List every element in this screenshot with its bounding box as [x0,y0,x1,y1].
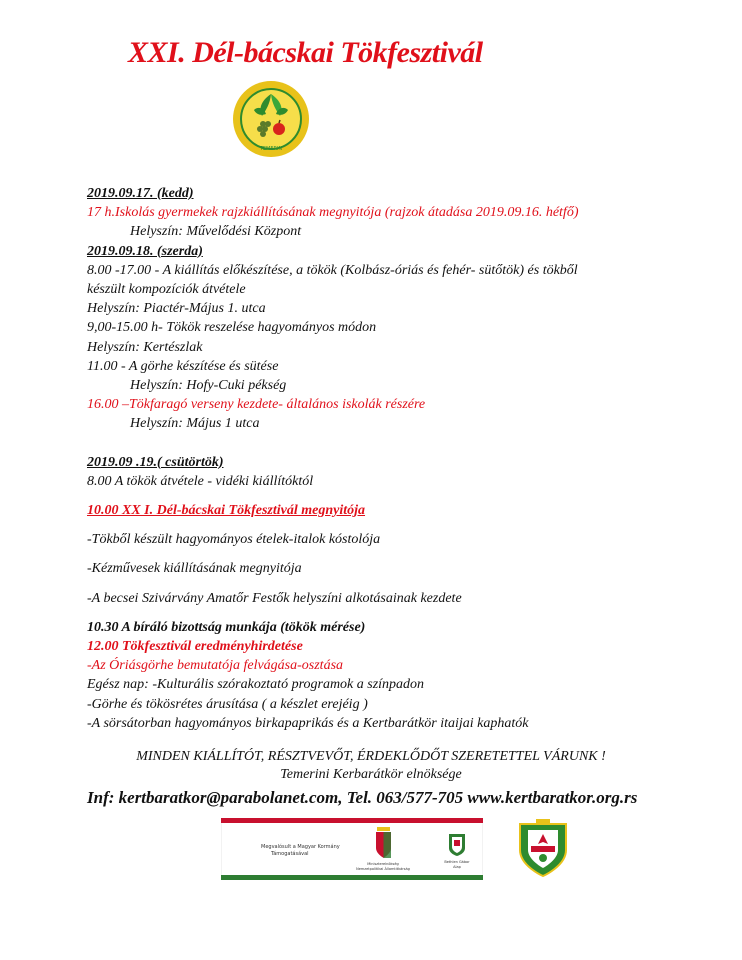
day3-event-crafts: -Kézművesek kiállításának megnyitója [87,561,302,577]
day1-date: 2019.09.17. (kedd) [87,186,194,201]
day2-event-gorhe: 11.00 - A görhe készítése és sütése [87,358,279,374]
contact-info: Inf: kertbaratkor@parabolanet.com, Tel. 063/577-705 www.kertbaratkor.org.rs [87,788,638,807]
day3-event-painters: -A becsei Szivárvány Amatőr Festők helyszíni alkotásainak kezdete [87,590,462,606]
day2-venue-bakery: Helyszín: Hofy-Cuki pékség [130,378,287,394]
invitation-text: MINDEN KIÁLLÍTÓT, RÉSZTVEVŐT, ÉRDEKLŐDŐT SZERETETTEL VÁRUNK ! [136,749,606,764]
organizer: Temerini Kerbarátkör elnöksége [280,767,462,782]
day3-event-sale: -Görhe és tökösrétes árusítása ( a készlet erejéig ) [87,696,368,712]
day3-event-giant-gorhe: -Az Óriásgörhe bemutatója felvágása-osztása [87,658,344,674]
banner-line1: Megvalósult a Magyar Kormány [261,844,340,850]
day2-event-preparation: 8.00 -17.00 - A kiállítás előkészítése, a tökök (Kolbász-óriás és fehér- sütőtök) és tökből [87,262,578,278]
banner-ministry2: Nemzetpolitikai Államtitkárság [356,867,410,871]
day2-date: 2019.09.18. (szerda) [87,243,203,259]
day3-event-tasting: -Tökből készült hagyományos ételek-italok kóstolója [87,532,381,548]
day2-venue-market: Helyszín: Piactér-Május 1. utca [87,301,266,317]
day3-event-reception: 8.00 A tökök átvétele - vidéki kiállítóktól [87,473,314,489]
town-crest-icon [516,818,570,878]
day3-event-opening: 10.00 XX I. Dél-bácskai Tökfesztivál megnyitója [87,503,366,519]
day3-event-tent: -A sörsátorban hagyományos birkapaprikás és a Kertbarátkör itaijai kaphatók [87,715,529,731]
day3-event-results: 12.00 Tökfesztivál eredményhirdetése [87,639,303,655]
program-schedule [87,184,727,733]
bethlen-fund-logo-icon [449,834,465,856]
banner-ministry: Miniszterelnökség [367,862,399,866]
garden-club-logo [232,80,310,158]
invitation [0,748,742,784]
day3-event-allday: Egész nap: -Kulturális szórakoztató programok a színpadon [87,677,425,693]
day2-venue-garden: Helyszín: Kertészlak [87,339,203,355]
day2-event-grating: 9,00-15.00 h- Tökök reszelése hagyományos módon [87,320,377,336]
banner-fund: Bethlen Gábor [444,860,470,864]
logo-text: TEMERIN [259,146,283,152]
day1-event-drawing-exhibition: 17 h.Iskolás gyermekek rajzkiállításának megnyitója (rajzok átadása 2019.09.16. hétfő) [87,205,579,221]
banner-line2: Támogatásával [271,851,309,857]
day2-venue-street: Helyszín: Május 1 utca [130,416,260,432]
day1-venue: Helyszín: Művelődési Központ [130,224,302,240]
day3-event-jury: 10.30 A bíráló bizottság munkája (tökök mérése) [87,619,366,635]
page-title: XXI. Dél-bácskai Tökfesztivál [128,36,483,69]
banner-fund2: Alap [453,865,461,869]
government-support-banner [221,818,483,880]
day2-event-preparation-cont: készült kompozíciók átvétele [87,282,246,298]
day2-event-carving: 16.00 –Tökfaragó verseny kezdete- általános iskolák részére [87,397,426,413]
day3-date: 2019.09 .19.( csütörtök) [87,454,224,470]
